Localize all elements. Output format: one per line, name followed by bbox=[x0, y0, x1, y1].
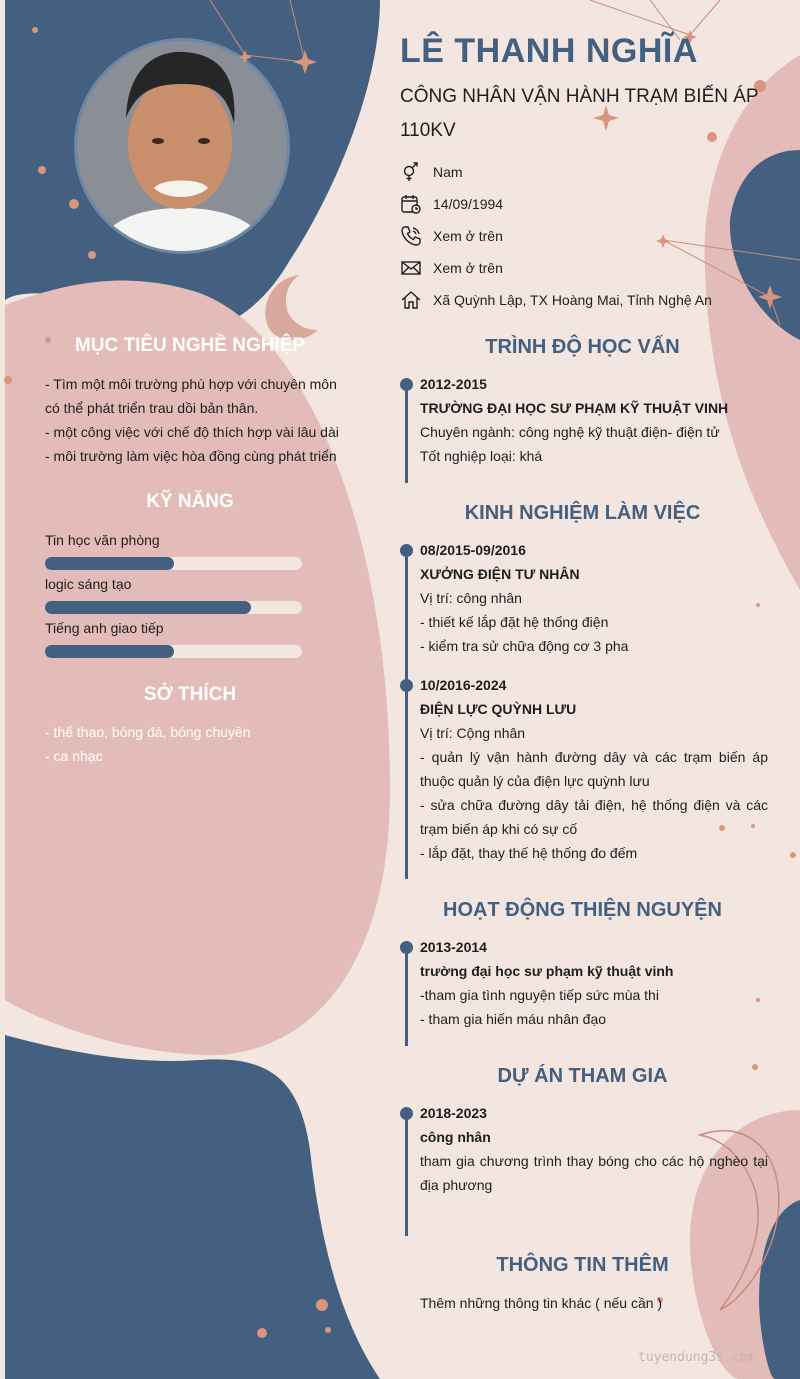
info-birthdate-value: 14/09/1994 bbox=[433, 196, 504, 212]
volunteer-organization: trường đại học sư phạm kỹ thuật vinh bbox=[420, 963, 674, 979]
info-email bbox=[400, 256, 790, 280]
candidate-name: LÊ THANH NGHĨA bbox=[400, 32, 698, 70]
watermark-text: tuyendung3s.com bbox=[638, 1350, 756, 1365]
hobby-item: - ca nhạc bbox=[45, 748, 103, 764]
calendar-icon bbox=[400, 193, 422, 215]
section-title-additional: THÔNG TIN THÊM bbox=[496, 1254, 669, 1276]
info-gender-value: Nam bbox=[433, 164, 463, 180]
mail-icon bbox=[400, 257, 422, 279]
education-school: TRƯỜNG ĐẠI HỌC SƯ PHẠM KỸ THUẬT VINH bbox=[420, 400, 729, 416]
volunteer-line: -tham gia tình nguyện tiếp sức mùa thi bbox=[420, 987, 659, 1003]
profile-photo bbox=[74, 38, 290, 254]
experience-entry bbox=[420, 538, 768, 658]
skill-label: Tiếng anh giao tiếp bbox=[45, 620, 164, 636]
section-title-objective: MỤC TIÊU NGHỀ NGHIỆP bbox=[74, 335, 306, 356]
timeline-line bbox=[405, 549, 408, 879]
experience-company: ĐIỆN LỰC QUỲNH LƯU bbox=[420, 701, 577, 717]
info-birthdate bbox=[400, 192, 790, 216]
experience-entry bbox=[420, 673, 768, 865]
experience-line: Vị trí: công nhân bbox=[420, 590, 522, 606]
info-phone bbox=[400, 224, 790, 248]
gender-icon bbox=[400, 161, 422, 183]
info-gender bbox=[400, 160, 790, 184]
experience-line: - kiểm tra sử chữa động cơ 3 pha bbox=[420, 638, 629, 654]
objective-line: - một công việc với chế độ thích hợp vài lâu dài bbox=[45, 424, 339, 440]
info-email-value: Xem ở trên bbox=[433, 260, 503, 276]
experience-period: 10/2016-2024 bbox=[420, 677, 507, 693]
skill-label: logic sáng tạo bbox=[45, 576, 132, 592]
timeline-dot bbox=[400, 941, 413, 954]
volunteer-line: - tham gia hiến máu nhân đạo bbox=[420, 1011, 607, 1027]
section-title-experience: KINH NGHIỆM LÀM VIỆC bbox=[464, 502, 701, 524]
experience-period: 08/2015-09/2016 bbox=[420, 542, 526, 558]
section-title-projects: DỰ ÁN THAM GIA bbox=[497, 1065, 668, 1087]
timeline-line bbox=[405, 1112, 408, 1236]
education-period: 2012-2015 bbox=[420, 376, 487, 392]
phone-icon bbox=[400, 225, 422, 247]
skill-bar-fill bbox=[45, 601, 251, 614]
timeline-dot bbox=[400, 1107, 413, 1120]
hobby-item: - thể thao, bóng đá, bóng chuyền bbox=[45, 724, 251, 740]
timeline-dot bbox=[400, 679, 413, 692]
experience-company: XƯỞNG ĐIỆN TƯ NHÂN bbox=[420, 566, 580, 582]
skill-bar bbox=[45, 645, 302, 658]
experience-line: - sửa chữa đường dây tải điện, hệ thống điện và các trạm biến áp khi có sự cố bbox=[420, 797, 768, 837]
education-entry bbox=[420, 372, 768, 468]
volunteer-period: 2013-2014 bbox=[420, 939, 487, 955]
experience-line: Vị trí: Cộng nhân bbox=[420, 725, 526, 741]
timeline-line bbox=[405, 383, 408, 483]
section-title-education: TRÌNH ĐỘ HỌC VẤN bbox=[485, 336, 680, 358]
education-major: Chuyên ngành: công nghệ kỹ thuật điện- điện tử bbox=[420, 424, 720, 440]
project-entry bbox=[420, 1101, 768, 1197]
job-title: CÔNG NHÂN VẬN HÀNH TRẠM BIẾN ÁP 110KV bbox=[400, 86, 759, 141]
skill-bar bbox=[45, 557, 302, 570]
objective-line: - Tìm một môi trường phù hợp với chuyên môn bbox=[45, 376, 337, 392]
experience-line: - quản lý vận hành đường dây và các trạm biến áp thuộc quản lý của điện lực quỳnh lưu bbox=[420, 749, 768, 789]
project-period: 2018-2023 bbox=[420, 1105, 487, 1121]
experience-line: - thiết kế lắp đặt hệ thống điện bbox=[420, 614, 609, 630]
skill-bar bbox=[45, 601, 302, 614]
info-address-value: Xã Quỳnh Lập, TX Hoàng Mai, Tỉnh Nghệ An bbox=[433, 292, 712, 308]
objective-line: có thể phát triển trau dồi bản thân. bbox=[45, 400, 259, 416]
home-icon bbox=[400, 289, 422, 311]
section-title-volunteer: HOẠT ĐỘNG THIỆN NGUYỆN bbox=[443, 899, 722, 921]
project-description: tham gia chương trình thay bóng cho các hộ nghèo tại địa phương bbox=[420, 1153, 768, 1193]
education-grade: Tốt nghiệp loại: khá bbox=[420, 448, 543, 464]
volunteer-entry bbox=[420, 935, 768, 1031]
skill-bar-fill bbox=[45, 645, 174, 658]
timeline-dot bbox=[400, 544, 413, 557]
info-phone-value: Xem ở trên bbox=[433, 228, 503, 244]
section-title-skills: KỸ NĂNG bbox=[146, 491, 234, 512]
section-title-hobbies: SỞ THÍCH bbox=[143, 684, 237, 705]
timeline-dot bbox=[400, 378, 413, 391]
skill-bar-fill bbox=[45, 557, 174, 570]
experience-line: - lắp đặt, thay thế hệ thống đo đếm bbox=[420, 845, 638, 861]
project-role: công nhân bbox=[420, 1129, 491, 1145]
additional-text: Thêm những thông tin khác ( nếu cần ) bbox=[420, 1295, 663, 1311]
skill-label: Tin học văn phòng bbox=[45, 532, 160, 548]
info-address bbox=[400, 288, 790, 312]
objective-line: - môi trường làm việc hòa đồng cùng phát triển bbox=[45, 448, 337, 464]
timeline-line bbox=[405, 946, 408, 1046]
